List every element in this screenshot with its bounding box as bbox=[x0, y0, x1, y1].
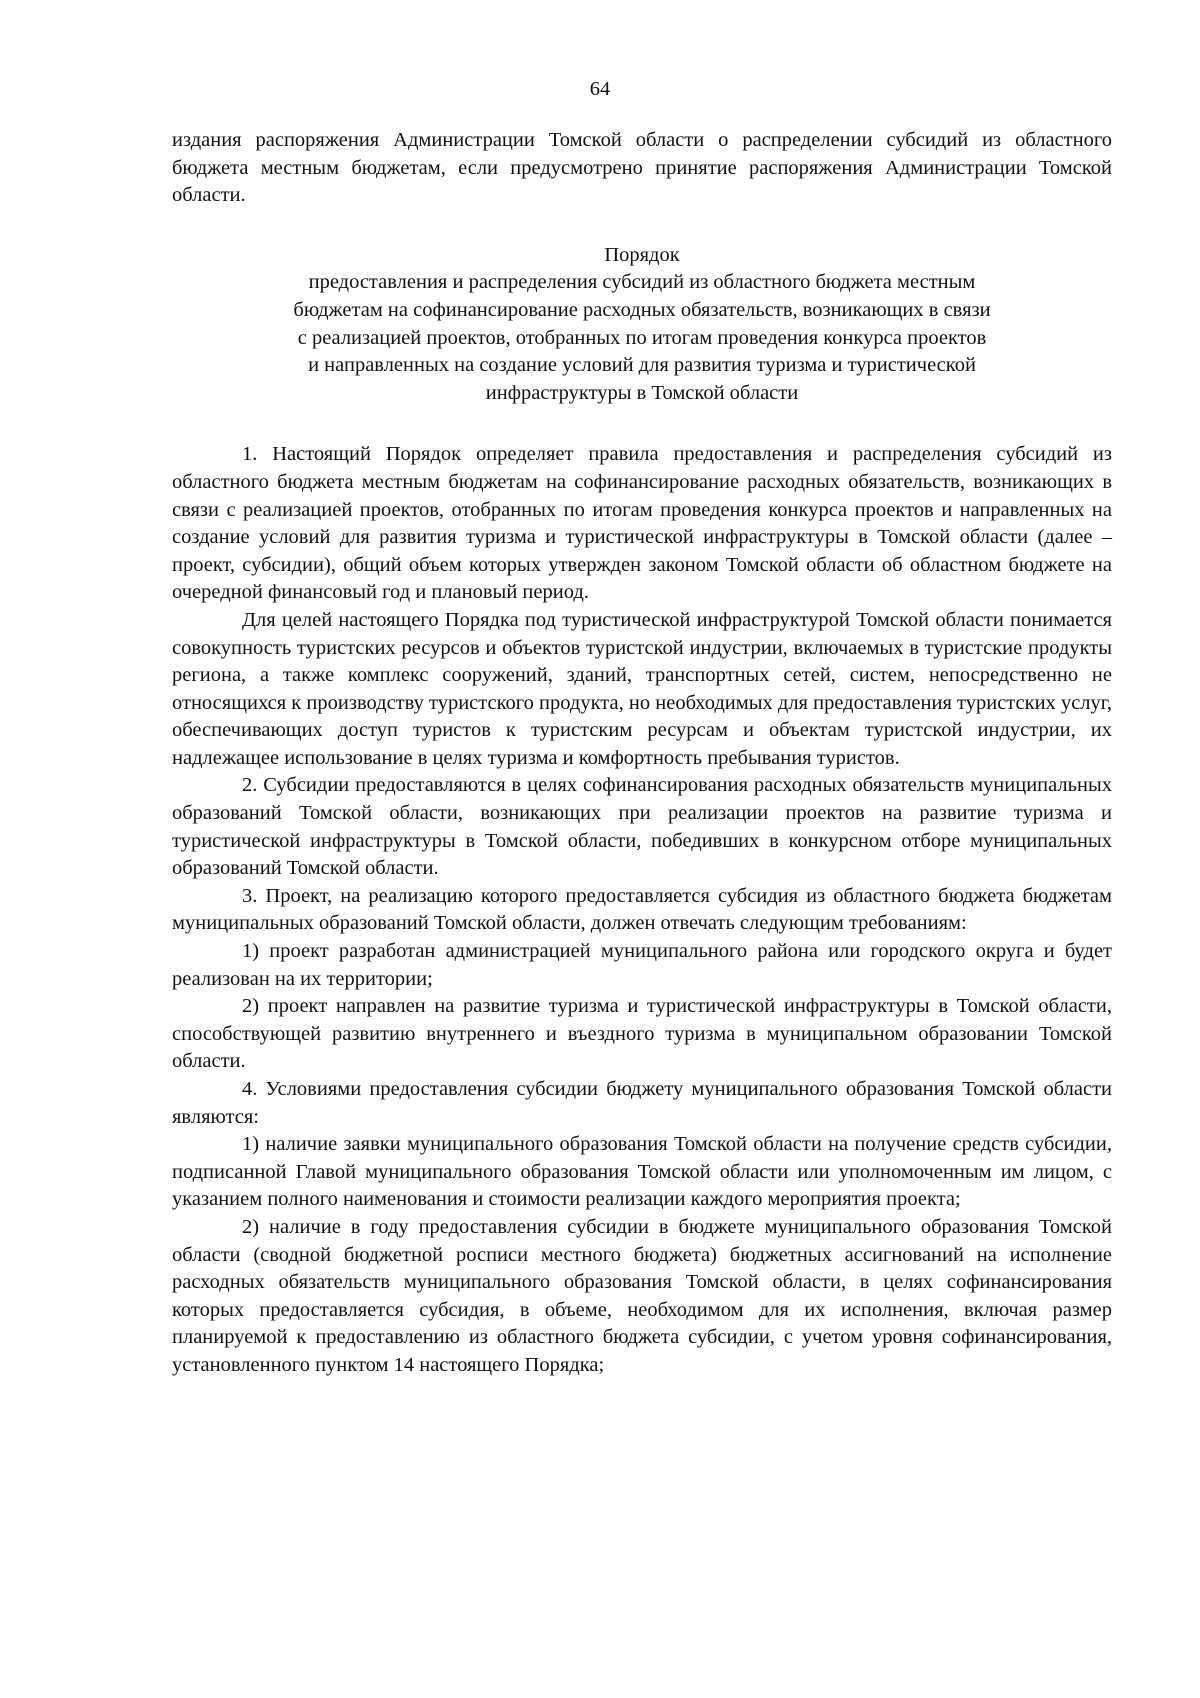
paragraph-clause-4: 4. Условиями предоставления субсидии бюджету муниципального образования Томской области являются: bbox=[172, 1078, 1112, 1128]
paragraph-infrastructure-definition: Для целей настоящего Порядка под туристической инфраструктурой Томской области понимается совокупность туристских ресурсов и объектов туристской индустрии, включаемых в туристские продукты региона, а также комплекс сооружений, зданий, транспортных сетей, систем, непосредственно не относящихся к производству туристского продукта, но необходимых для предоставления туристских услуг, обеспечивающих доступ туристов к туристским ресурсам и объектам туристской индустрии, их надлежащее использование в целях туризма и комфортность пребывания туристов. bbox=[172, 608, 1112, 769]
document-body bbox=[172, 127, 1112, 1380]
intro-paragraph: издания распоряжения Администрации Томской области о распределении субсидий из областного бюджета местным бюджетам, если предусмотрено принятие распоряжения Администрации Томской области. bbox=[172, 129, 1112, 207]
heading-line: с реализацией проектов, отобранных по итогам проведения конкурса проектов bbox=[297, 326, 987, 349]
heading-line: предоставления и распределения субсидий из областного бюджета местным bbox=[308, 271, 976, 294]
heading-line: и направленных на создание условий для развития туризма и туристической bbox=[308, 354, 976, 377]
heading-line: инфраструктуры в Томской области bbox=[485, 381, 799, 404]
page-number: 64 bbox=[589, 78, 611, 100]
section-heading bbox=[172, 242, 1112, 408]
paragraph-clause-4-item-2: 2) наличие в году предоставления субсидии в бюджете муниципального образования Томской области (сводной бюджетной росписи местного бюджета) бюджетных ассигнований на исполнение расходных обязательств муниципального образования Томской области, в целях софинансирования которых предоставляется субсидия, в объеме, необходимом для их исполнения, включая размер планируемой к предоставлению из областного бюджета субсидии, с учетом уровня софинансирования, установленного пунктом 14 настоящего Порядка; bbox=[172, 1215, 1112, 1376]
paragraph-clause-4-item-1: 1) наличие заявки муниципального образования Томской области на получение средств субсидии, подписанной Главой муниципального образования Томской области или уполномоченным им лицом, с указанием полного наименования и стоимости реализации каждого мероприятия проекта; bbox=[172, 1133, 1112, 1211]
paragraph-clause-3-item-2: 2) проект направлен на развитие туризма и туристической инфраструктуры в Томской области, способствующей развитию внутреннего и въездного туризма в муниципальном образовании Томской области. bbox=[172, 995, 1112, 1073]
heading-line: бюджетам на софинансирование расходных обязательств, возникающих в связи bbox=[293, 298, 991, 321]
paragraph-clause-3: 3. Проект, на реализацию которого предоставляется субсидия из областного бюджета бюджетам муниципальных образований Томской области, должен отвечать следующим требованиям: bbox=[172, 884, 1112, 935]
paragraph-clause-2: 2. Субсидии предоставляются в целях софинансирования расходных обязательств муниципальных образований Томской области, возникающих при реализации проектов на развитие туризма и туристической инфраструктуры в Томской области, победивших в конкурсном отборе муниципальных образований Томской области. bbox=[172, 774, 1112, 880]
heading-title: Порядок bbox=[604, 243, 680, 266]
paragraph-clause-1: 1. Настоящий Порядок определяет правила предоставления и распределения субсидий из областного бюджета местным бюджетам на софинансирование расходных обязательств, возникающих в связи с реализацией проектов, отобранных по итогам проведения конкурса проектов и направленных на создание условий для развития туризма и туристической инфраструктуры в Томской области (далее – проект, субсидии), общий объем которых утвержден законом Томской области об областном бюджете на очередной финансовый год и плановый период. bbox=[172, 443, 1112, 604]
paragraph-clause-3-item-1: 1) проект разработан администрацией муниципального района или городского округа и будет реализован на их территории; bbox=[172, 940, 1112, 990]
